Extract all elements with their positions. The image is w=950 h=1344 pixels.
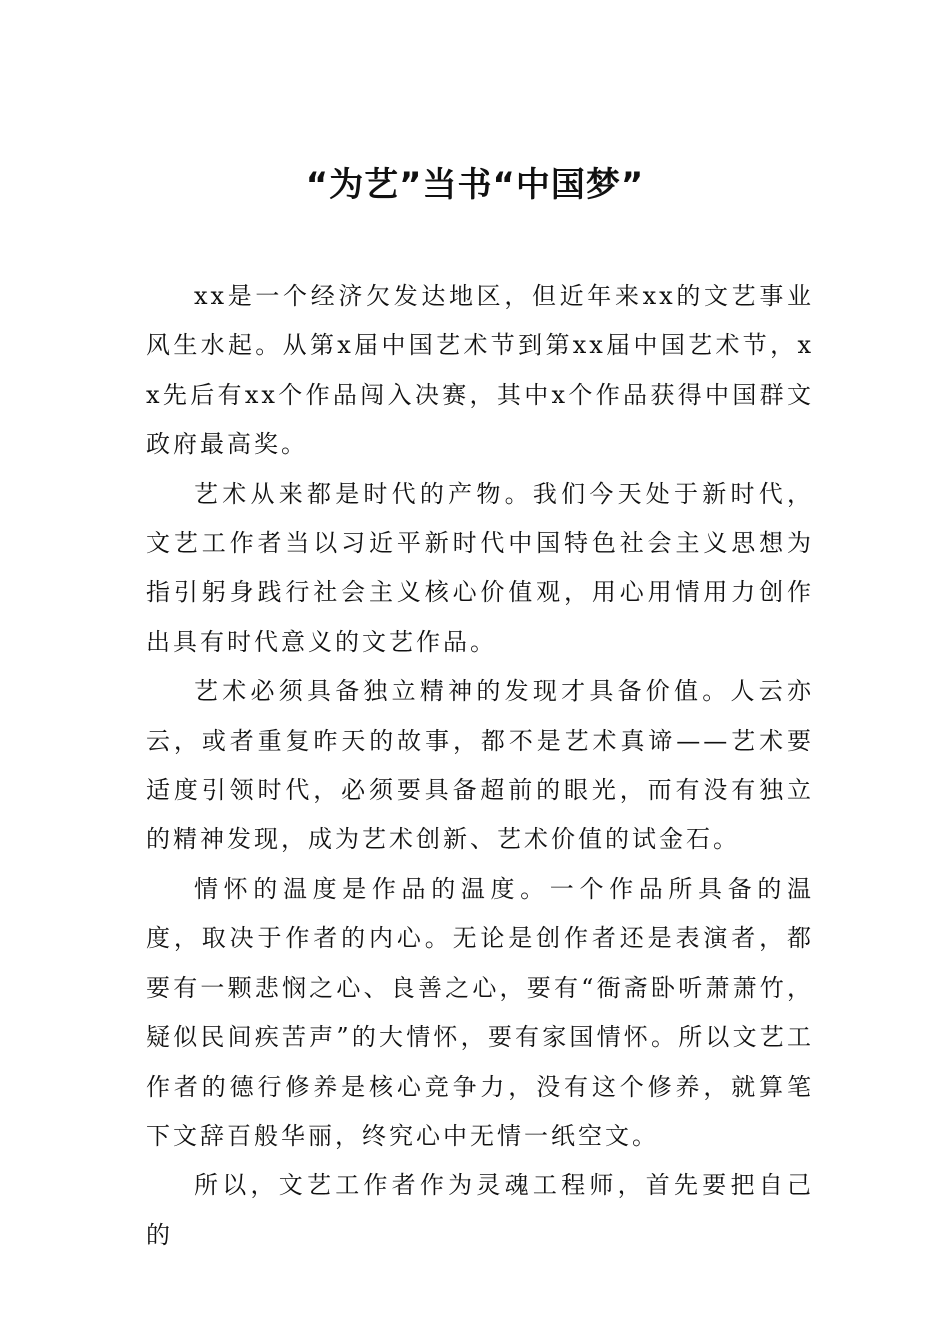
- paragraph-2: 艺术从来都是时代的产物。我们今天处于新时代，文艺工作者当以习近平新时代中国特色社会主义思想为指引躬身践行社会主义核心价值观，用心用情用力创作出具有时代意义的文艺作品。: [146, 479, 814, 656]
- paragraph-4: 情怀的温度是作品的温度。一个作品所具备的温度，取决于作者的内心。无论是创作者还是表演者，都要有一颗悲悯之心、良善之心，要有“衙斋卧听萧萧竹，疑似民间疾苦声”的大情怀，要有家国情怀。所以文艺工作者的德行修养是核心竞争力，没有这个修养，就算笔下文辞百般华丽，终究心中无情一纸空文。: [146, 874, 814, 1150]
- paragraph-5: 所以，文艺工作者作为灵魂工程师，首先要把自己的: [146, 1171, 814, 1249]
- paragraph-3: 艺术必须具备独立精神的发现才具备价值。人云亦云，或者重复昨天的故事，都不是艺术真谛——艺术要适度引领时代，必须要具备超前的眼光，而有没有独立的精神发现，成为艺术创新、艺术价值的试金石。: [146, 677, 814, 854]
- document-title: “为艺”当书“中国梦”: [305, 165, 645, 205]
- paragraph-1: xx是一个经济欠发达地区，但近年来xx的文艺事业风生水起。从第x届中国艺术节到第xx届中国艺术节，xx先后有xx个作品闯入决赛，其中x个作品获得中国群文政府最高奖。: [146, 282, 814, 459]
- document-body: [146, 272, 814, 1260]
